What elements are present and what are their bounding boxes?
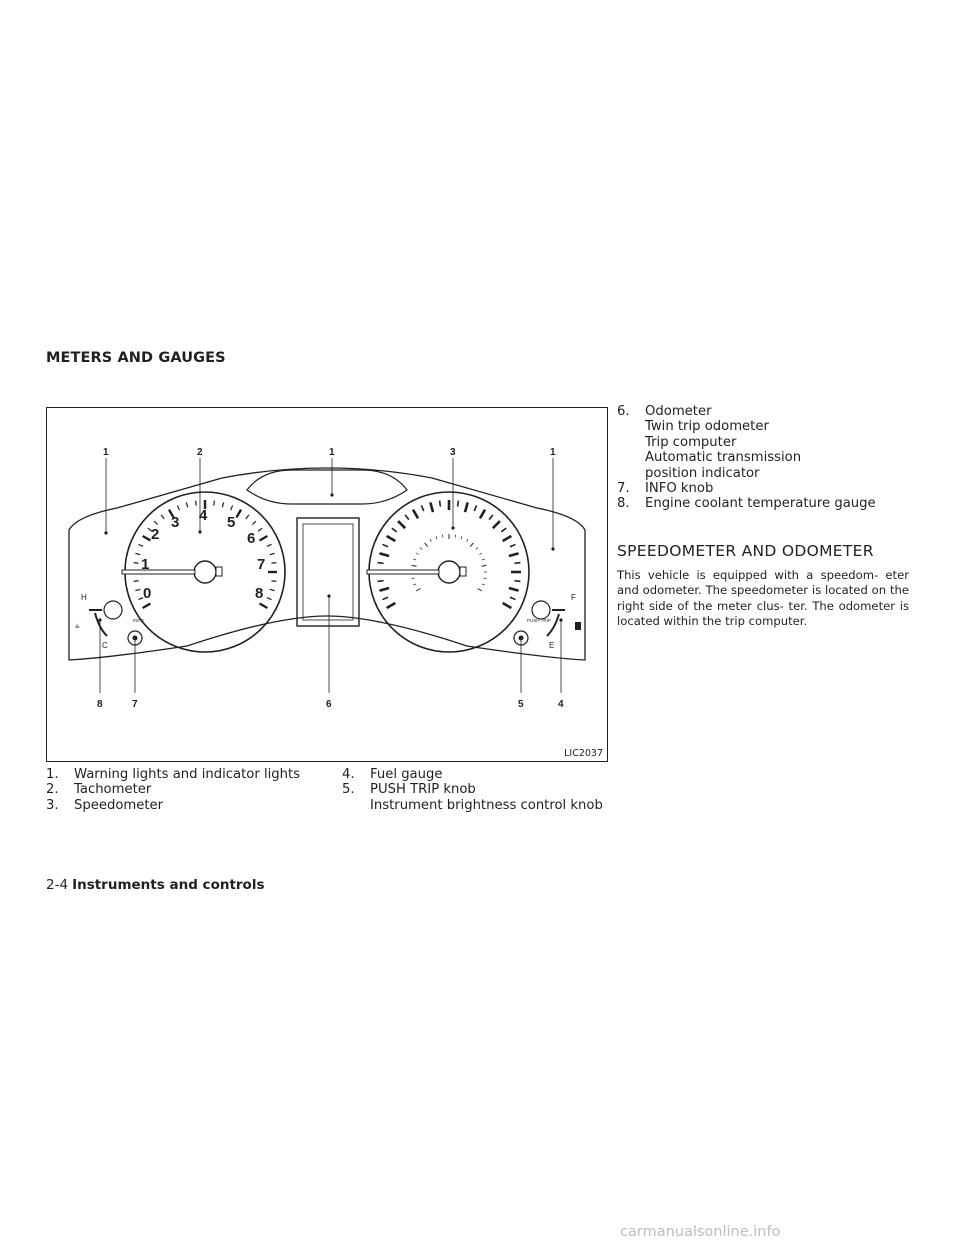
gauge-tick	[154, 521, 158, 525]
gauge-tick	[493, 521, 500, 528]
legend-subitem: Automatic transmission	[645, 450, 802, 466]
tach-number: 7	[257, 556, 266, 573]
gauge-tick	[458, 501, 459, 507]
temp-gauge-knob	[104, 601, 122, 619]
gauge-tick	[503, 536, 512, 541]
gauge-tick	[514, 581, 520, 582]
gauge-tick	[378, 581, 384, 582]
gauge-tick	[442, 535, 443, 538]
temp-hot-label: H	[81, 593, 87, 602]
gauge-tick	[416, 553, 419, 555]
instrument-cluster-figure	[46, 407, 608, 762]
page-footer	[46, 877, 265, 893]
figure-id: LIC2037	[564, 748, 603, 759]
gauge-tick	[480, 510, 485, 519]
tach-number: 8	[255, 585, 264, 602]
gauge-tick	[412, 565, 417, 566]
chapter-title: Instruments and controls	[72, 877, 265, 893]
gauge-tick	[436, 536, 437, 539]
gauge-tick	[270, 589, 275, 590]
page-number: 2-4	[46, 877, 69, 893]
legend-item: 7. INFO knob	[617, 481, 714, 497]
gauge-tick	[177, 505, 179, 510]
tach-needle	[122, 570, 195, 574]
gauge-tick	[514, 563, 520, 564]
gauge-tick	[467, 539, 469, 542]
speedo-needle	[367, 570, 439, 574]
gauge-tick	[270, 553, 275, 554]
tach-number: 2	[151, 526, 160, 543]
gauge-tick	[134, 581, 139, 582]
legend-mid	[342, 767, 612, 813]
callout-label: 1	[103, 447, 109, 458]
callout-label: 8	[97, 699, 103, 710]
gauge-tick	[267, 598, 272, 600]
gauge-tick	[271, 563, 276, 564]
gauge-tick	[186, 502, 187, 507]
temp-cold-label: C	[102, 641, 108, 650]
gauge-tick	[509, 588, 519, 591]
legend-item: 4. Fuel gauge	[342, 767, 443, 782]
legend-item: 8. Engine coolant temperature gauge	[617, 496, 876, 512]
gauge-tick	[416, 589, 420, 592]
legend-subitem: Instrument brightness control knob	[370, 797, 603, 813]
callout-label: 2	[197, 447, 203, 458]
gauge-tick	[481, 565, 486, 566]
gauge-tick	[510, 597, 516, 599]
gauge-tick	[510, 544, 516, 546]
tach-number: 1	[141, 556, 150, 573]
gauge-tick	[461, 536, 462, 539]
gauge-tick	[382, 544, 388, 546]
push-trip-label: PUSH TRIP	[527, 618, 551, 623]
gauge-tick	[479, 553, 482, 555]
gauge-tick	[478, 589, 482, 592]
gauge-tick	[420, 548, 422, 550]
gauge-tick	[387, 603, 396, 608]
gauge-tick	[135, 589, 140, 590]
legend-subitem: position indicator	[645, 465, 760, 481]
gauge-tick	[501, 528, 506, 532]
gauge-tick	[470, 543, 473, 547]
callout-label: 1	[329, 447, 335, 458]
legend-item: 1. Warning lights and indicator lights	[46, 767, 301, 782]
tach-number: 6	[247, 530, 256, 547]
gauge-tick	[252, 521, 256, 525]
gauge-tick	[489, 515, 493, 520]
legend-right	[617, 404, 917, 512]
gauge-tick	[271, 581, 276, 582]
gauge-tick	[267, 544, 272, 546]
gauge-tick	[503, 603, 512, 608]
gauge-tick	[246, 515, 249, 519]
gauge-tick	[138, 544, 143, 546]
legend-item: 2. Tachometer	[46, 782, 152, 798]
callout-label: 7	[132, 699, 138, 710]
callout-label: 5	[518, 699, 524, 710]
gauge-tick	[398, 521, 405, 528]
legend-item: 3. Speedometer	[46, 797, 164, 813]
gauge-tick	[482, 559, 485, 560]
gauge-tick	[135, 553, 140, 554]
tach-number: 4	[199, 507, 208, 524]
fuel-pump-icon	[575, 622, 581, 630]
gauge-tick	[214, 501, 215, 506]
gauge-tick	[134, 563, 139, 564]
gauge-tick	[482, 584, 485, 585]
gauge-tick	[455, 535, 456, 538]
legend-subitem: Trip computer	[645, 434, 737, 450]
gauge-tick	[412, 578, 415, 579]
tach-number: 5	[227, 514, 236, 531]
section-heading: METERS AND GAUGES	[46, 350, 226, 366]
gauge-tick	[430, 502, 433, 512]
gauge-tick	[430, 539, 432, 542]
gauge-tick	[260, 604, 268, 609]
gauge-tick	[258, 528, 262, 531]
gauge-tick	[413, 584, 416, 585]
gauge-tick	[405, 515, 409, 520]
watermark: carmanualsonline.info	[620, 1224, 781, 1240]
gauge-tick	[231, 505, 233, 510]
callout-label: 4	[558, 699, 564, 710]
fuel-empty-label: E	[549, 641, 555, 650]
legend-subitem: Twin trip odometer	[645, 419, 769, 435]
center-display	[297, 518, 359, 626]
coolant-icon: ⫨	[75, 621, 80, 630]
fuel-full-label: F	[571, 593, 576, 602]
legend-left	[46, 767, 336, 813]
gauge-tick	[476, 548, 478, 550]
gauge-tick	[413, 510, 418, 519]
legend-item: 5. PUSH TRIP knob	[342, 782, 476, 798]
gauge-tick	[378, 563, 384, 564]
gauge-tick	[425, 543, 428, 547]
gauge-tick	[440, 501, 441, 507]
tach-hub	[194, 561, 216, 583]
legend-item: 6. Odometer	[617, 404, 712, 419]
gauge-tick	[413, 559, 416, 560]
gauge-tick	[387, 536, 396, 541]
cluster-hood	[247, 470, 407, 504]
tach-number: 0	[143, 585, 152, 602]
callout-label: 3	[450, 447, 456, 458]
callout-label: 1	[550, 447, 556, 458]
gauge-tick	[143, 604, 151, 609]
gauge-tick	[196, 501, 197, 506]
speedo-ticks	[377, 500, 521, 608]
gauge-tick	[237, 510, 242, 518]
fuel-gauge-knob	[532, 601, 550, 619]
gauge-tick	[379, 553, 389, 556]
gauge-tick	[465, 502, 468, 512]
sub-heading: SPEEDOMETER AND ODOMETER	[617, 542, 874, 560]
gauge-tick	[392, 528, 397, 532]
cluster-illustration	[47, 408, 607, 761]
gauge-tick	[509, 553, 519, 556]
gauge-tick	[379, 588, 389, 591]
gauge-tick	[143, 536, 151, 541]
callout-label: 6	[326, 699, 332, 710]
gauge-tick	[161, 515, 164, 519]
gauge-tick	[382, 597, 388, 599]
info-knob-label: INFO	[133, 618, 144, 623]
gauge-tick	[260, 536, 268, 541]
body-paragraph: This vehicle is equipped with a speedom- eter and odometer. The speedometer is located on the right side of the meter clus- ter. The odometer is located within the trip computer.	[617, 568, 909, 629]
gauge-tick	[421, 505, 423, 511]
gauge-tick	[222, 502, 223, 507]
gauge-tick	[474, 505, 476, 511]
tach-number: 3	[171, 514, 180, 531]
gauge-tick	[483, 578, 486, 579]
speedo-hub	[438, 561, 460, 583]
